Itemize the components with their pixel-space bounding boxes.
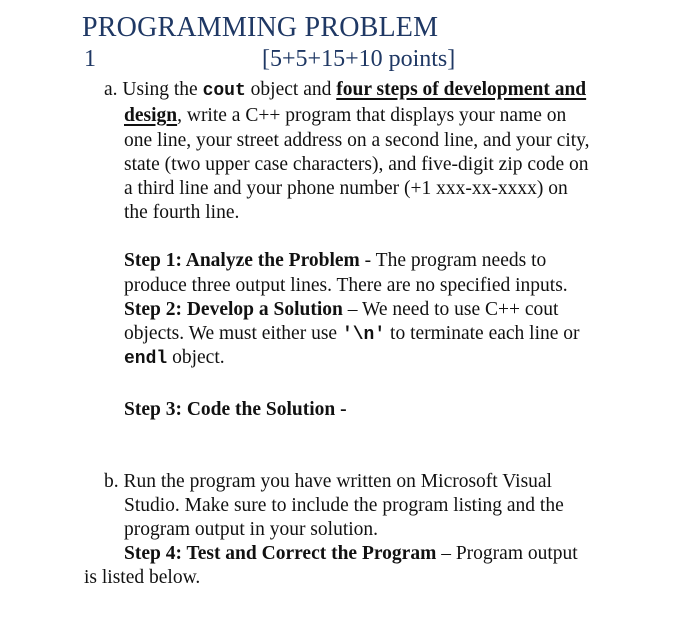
points-label: [5+5+15+10 points]: [262, 46, 456, 72]
design-emphasis: design: [124, 105, 178, 126]
step-2-line-1: [124, 298, 558, 322]
step-2-line-2: [124, 322, 580, 347]
part-a-label: a.: [104, 79, 118, 100]
cout-code: cout: [202, 81, 246, 101]
part-a-text: Using the: [122, 79, 203, 100]
problem-number: 1: [84, 46, 96, 72]
step-4-line: [124, 542, 578, 566]
part-a-line-3: one line, your street address on a second line, and your city,: [124, 130, 590, 151]
step-1-line-1: [124, 249, 546, 273]
part-a-line-5: a third line and your phone number (+1 xxx-xx-xxxx) on: [124, 178, 568, 199]
problem-title: PROGRAMMING PROBLEM: [82, 12, 439, 43]
step-1-text: - The program needs to: [359, 250, 547, 271]
part-b-line-3: program output in your solution.: [124, 519, 379, 540]
step-4-title: Step 4: Test and Correct the Program: [124, 543, 437, 564]
part-a-text: , write a C++ program that displays your name on: [177, 105, 567, 126]
step-2-line-3: [124, 346, 225, 371]
part-a-line-1: [104, 78, 586, 103]
part-a-line-2: [124, 104, 566, 128]
newline-code: '\n': [341, 325, 386, 345]
part-a-line-4: state (two upper case characters), and five-digit zip code on: [124, 154, 589, 175]
part-b-text: Run the program you have written on Microsoft Visual: [123, 471, 552, 492]
step-2-title: Step 2: Develop a Solution: [124, 299, 343, 320]
step-2-text: to terminate each line or: [385, 323, 580, 344]
part-a-text: object and: [245, 79, 337, 100]
step-2-text: objects. We must either use: [124, 323, 342, 344]
part-b-line-1: [104, 470, 552, 494]
four-steps-emphasis: four steps of development and: [336, 79, 587, 100]
endl-code: endl: [124, 349, 168, 369]
step-4-text: – Program output: [436, 543, 578, 564]
step-1-title: Step 1: Analyze the Problem: [124, 250, 360, 271]
part-a-line-6: the fourth line.: [124, 202, 240, 223]
part-b-label: b.: [104, 471, 119, 492]
part-b-line-2: Studio. Make sure to include the program listing and the: [124, 495, 564, 516]
step-2-text: object.: [167, 347, 225, 368]
step-2-text: – We need to use C++ cout: [342, 299, 559, 320]
step-3-title: Step 3: Code the Solution -: [124, 399, 347, 420]
final-line: is listed below.: [84, 567, 201, 588]
step-1-line-2: produce three output lines. There are no specified inputs.: [124, 275, 568, 296]
